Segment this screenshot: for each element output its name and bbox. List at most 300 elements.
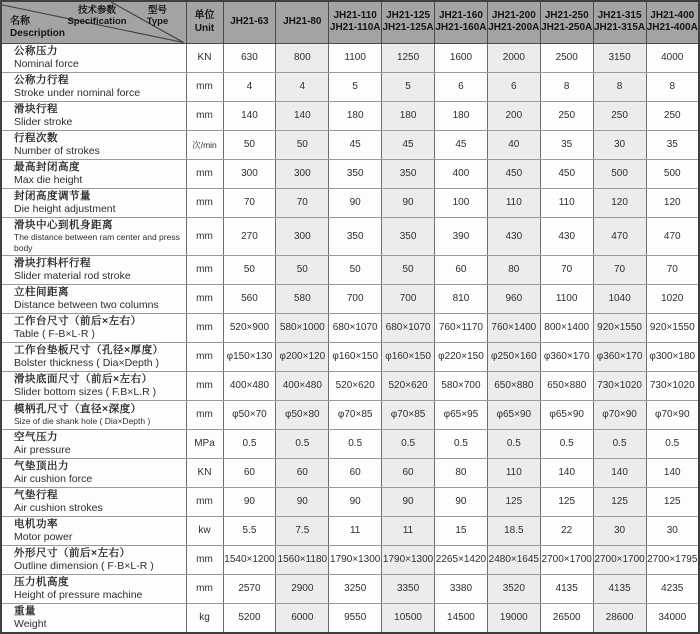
spec-row — [1, 458, 699, 487]
row-label-zh: 行程次数 — [14, 131, 58, 144]
value-cell: 2570 — [223, 574, 276, 603]
value-cell: 400×480 — [223, 371, 276, 400]
value-cell: 80 — [435, 458, 488, 487]
model-name: JH21-400 — [650, 10, 695, 22]
spec-row — [1, 603, 699, 633]
spec-row — [1, 313, 699, 342]
value-cell: 15 — [435, 516, 488, 545]
value-cell: φ160×150 — [382, 342, 435, 371]
value-cell: φ220×150 — [435, 342, 488, 371]
row-label-cell — [1, 371, 186, 400]
value-cell: 800×1400 — [540, 313, 593, 342]
row-label-cell — [1, 284, 186, 313]
unit-cell: 次/min — [186, 130, 223, 159]
value-cell: 3350 — [382, 574, 435, 603]
unit-cell: mm — [186, 159, 223, 188]
value-cell: 125 — [487, 487, 540, 516]
value-cell: 26500 — [540, 603, 593, 633]
value-cell: 520×900 — [223, 313, 276, 342]
model-header-cell — [382, 1, 435, 43]
spec-row — [1, 516, 699, 545]
row-label-en: Air cushion force — [14, 472, 93, 485]
value-cell: 920×1550 — [646, 313, 699, 342]
value-cell: 920×1550 — [593, 313, 646, 342]
value-cell: 35 — [540, 130, 593, 159]
row-label-cell — [1, 313, 186, 342]
value-cell: 3150 — [593, 43, 646, 72]
row-label-en: Outline dimension ( F·B×L-R ) — [14, 559, 154, 572]
type-label-en: Type — [146, 16, 169, 27]
row-label-en: Table ( F-B×L·R ) — [14, 327, 95, 340]
value-cell: φ250×160 — [487, 342, 540, 371]
value-cell: φ70×85 — [329, 400, 382, 429]
value-cell: 180 — [329, 101, 382, 130]
value-cell: 50 — [223, 255, 276, 284]
value-cell: 60 — [223, 458, 276, 487]
value-cell: 70 — [223, 188, 276, 217]
row-label-zh: 重量 — [14, 604, 36, 617]
value-cell: 5.5 — [223, 516, 276, 545]
unit-cell: mm — [186, 255, 223, 284]
value-cell: 60 — [329, 458, 382, 487]
unit-cell: mm — [186, 371, 223, 400]
value-cell: 4235 — [646, 574, 699, 603]
value-cell: 0.5 — [435, 429, 488, 458]
value-cell: 0.5 — [593, 429, 646, 458]
row-label-en: Height of pressure machine — [14, 588, 143, 601]
value-cell: 4135 — [593, 574, 646, 603]
value-cell: 100 — [435, 188, 488, 217]
value-cell: 140 — [276, 101, 329, 130]
value-cell: 0.5 — [329, 429, 382, 458]
value-cell: 3380 — [435, 574, 488, 603]
value-cell: 430 — [540, 217, 593, 255]
value-cell: 700 — [382, 284, 435, 313]
value-cell: 800 — [276, 43, 329, 72]
value-cell: 9550 — [329, 603, 382, 633]
spec-row — [1, 545, 699, 574]
model-name: JH21-315A — [593, 22, 646, 34]
row-label-en: The distance between ram center and press body — [14, 231, 180, 253]
row-label-en: Slider stroke — [14, 115, 73, 128]
value-cell: φ50×80 — [276, 400, 329, 429]
row-label-en: Number of strokes — [14, 144, 100, 157]
value-cell: 70 — [276, 188, 329, 217]
value-cell: 390 — [435, 217, 488, 255]
value-cell: 19000 — [487, 603, 540, 633]
spec-label-zh: 技术参数 — [77, 5, 116, 16]
value-cell: φ360×170 — [593, 342, 646, 371]
value-cell: 110 — [540, 188, 593, 217]
value-cell: 1540×1200 — [223, 545, 276, 574]
spec-row — [1, 217, 699, 255]
row-label-zh: 立柱间距离 — [14, 285, 69, 298]
spec-row — [1, 101, 699, 130]
value-cell: 140 — [223, 101, 276, 130]
row-label-zh: 封闭高度调节量 — [14, 189, 91, 202]
spec-row — [1, 255, 699, 284]
value-cell: 500 — [593, 159, 646, 188]
row-label-zh: 滑块底面尺寸（前后×左右） — [14, 372, 153, 385]
row-label-en: Die height adjustment — [14, 202, 116, 215]
desc-label-zh: 名称 — [10, 15, 30, 27]
row-label-zh: 滑块中心到机身距离 — [14, 218, 113, 231]
row-label-en: Motor power — [14, 530, 73, 543]
value-cell: 80 — [487, 255, 540, 284]
value-cell: 6000 — [276, 603, 329, 633]
value-cell: 90 — [276, 487, 329, 516]
value-cell: 30 — [593, 130, 646, 159]
value-cell: 40 — [487, 130, 540, 159]
row-label-cell — [1, 342, 186, 371]
value-cell: 700 — [329, 284, 382, 313]
value-cell: 680×1070 — [329, 313, 382, 342]
model-name: JH21-160 — [438, 10, 483, 22]
value-cell: 250 — [646, 101, 699, 130]
value-cell: 580×1000 — [276, 313, 329, 342]
value-cell: 125 — [540, 487, 593, 516]
value-cell: 0.5 — [646, 429, 699, 458]
value-cell: 90 — [382, 487, 435, 516]
value-cell: 470 — [646, 217, 699, 255]
unit-cell: KN — [186, 43, 223, 72]
row-label-cell — [1, 429, 186, 458]
value-cell: 730×1020 — [593, 371, 646, 400]
value-cell: 1790×1300 — [382, 545, 435, 574]
value-cell: 70 — [540, 255, 593, 284]
value-cell: 30 — [593, 516, 646, 545]
value-cell: 60 — [276, 458, 329, 487]
row-label-cell — [1, 458, 186, 487]
value-cell: 90 — [223, 487, 276, 516]
spec-row — [1, 429, 699, 458]
value-cell: 2000 — [487, 43, 540, 72]
row-label-zh: 模柄孔尺寸（直径×深度） — [14, 402, 142, 415]
row-label-cell — [1, 188, 186, 217]
unit-cell: mm — [186, 574, 223, 603]
value-cell: 470 — [593, 217, 646, 255]
value-cell: φ150×130 — [223, 342, 276, 371]
value-cell: 1100 — [329, 43, 382, 72]
value-cell: 270 — [223, 217, 276, 255]
value-cell: 10500 — [382, 603, 435, 633]
unit-cell: mm — [186, 487, 223, 516]
row-label-zh: 外形尺寸（前后×左右） — [14, 546, 131, 559]
value-cell: 11 — [382, 516, 435, 545]
value-cell: 120 — [593, 188, 646, 217]
value-cell: 4135 — [540, 574, 593, 603]
value-cell: 560 — [223, 284, 276, 313]
value-cell: 300 — [276, 159, 329, 188]
row-label-zh: 气垫顶出力 — [14, 459, 69, 472]
model-header-cell — [435, 1, 488, 43]
value-cell: 400×480 — [276, 371, 329, 400]
model-header-cell — [487, 1, 540, 43]
value-cell: 2700×1700 — [540, 545, 593, 574]
value-cell: 500 — [646, 159, 699, 188]
value-cell: φ70×90 — [593, 400, 646, 429]
value-cell: 580 — [276, 284, 329, 313]
value-cell: 1100 — [540, 284, 593, 313]
value-cell: 90 — [382, 188, 435, 217]
value-cell: 960 — [487, 284, 540, 313]
unit-cell: mm — [186, 217, 223, 255]
unit-header-en: Unit — [194, 23, 215, 35]
value-cell: 50 — [223, 130, 276, 159]
value-cell: 50 — [382, 255, 435, 284]
value-cell: 1600 — [435, 43, 488, 72]
value-cell: 6 — [435, 72, 488, 101]
value-cell: 760×1170 — [435, 313, 488, 342]
row-label-en: Size of die shank hole ( Dia×Depth ) — [14, 415, 151, 426]
row-label-zh: 公称力行程 — [14, 73, 69, 86]
value-cell: 5200 — [223, 603, 276, 633]
value-cell: 50 — [329, 255, 382, 284]
value-cell: φ200×120 — [276, 342, 329, 371]
value-cell: 4 — [223, 72, 276, 101]
value-cell: 8 — [540, 72, 593, 101]
value-cell: φ70×85 — [382, 400, 435, 429]
spec-row — [1, 342, 699, 371]
model-name: JH21-250 — [544, 10, 589, 22]
model-header-cell — [223, 1, 276, 43]
value-cell: 2500 — [540, 43, 593, 72]
unit-cell: mm — [186, 284, 223, 313]
value-cell: 1250 — [382, 43, 435, 72]
value-cell: 45 — [435, 130, 488, 159]
row-label-zh: 公称压力 — [14, 44, 58, 57]
row-label-zh: 气垫行程 — [14, 488, 58, 501]
spec-row — [1, 371, 699, 400]
value-cell: φ300×180 — [646, 342, 699, 371]
spec-row — [1, 188, 699, 217]
value-cell: 30 — [646, 516, 699, 545]
value-cell: 70 — [646, 255, 699, 284]
value-cell: 110 — [487, 458, 540, 487]
row-label-cell — [1, 217, 186, 255]
value-cell: 1560×1180 — [276, 545, 329, 574]
unit-cell: mm — [186, 72, 223, 101]
value-cell: 180 — [382, 101, 435, 130]
value-cell: 50 — [276, 130, 329, 159]
row-label-en: Air pressure — [14, 443, 71, 456]
value-cell: 7.5 — [276, 516, 329, 545]
value-cell: 125 — [593, 487, 646, 516]
unit-cell: kw — [186, 516, 223, 545]
value-cell: 760×1400 — [487, 313, 540, 342]
value-cell: 14500 — [435, 603, 488, 633]
row-label-cell — [1, 574, 186, 603]
value-cell: 0.5 — [540, 429, 593, 458]
value-cell: 11 — [329, 516, 382, 545]
value-cell: 810 — [435, 284, 488, 313]
row-label-en: Bolster thickness ( Dia×Depth ) — [14, 356, 160, 369]
value-cell: 1790×1300 — [329, 545, 382, 574]
value-cell: 350 — [382, 217, 435, 255]
value-cell: 730×1020 — [646, 371, 699, 400]
corner-desc-label — [10, 16, 65, 40]
spec-row — [1, 159, 699, 188]
row-label-zh: 电机功率 — [14, 517, 58, 530]
value-cell: 5 — [382, 72, 435, 101]
value-cell: 60 — [382, 458, 435, 487]
row-label-zh: 滑块打料杆行程 — [14, 256, 91, 269]
unit-cell: mm — [186, 400, 223, 429]
row-label-en: Nominal force — [14, 57, 79, 70]
value-cell: 5 — [329, 72, 382, 101]
row-label-en: Weight — [14, 617, 47, 630]
value-cell: 22 — [540, 516, 593, 545]
value-cell: 520×620 — [329, 371, 382, 400]
value-cell: 8 — [593, 72, 646, 101]
spec-label-en: Specification — [67, 16, 127, 27]
value-cell: 90 — [329, 487, 382, 516]
model-name: JH21-160A — [435, 22, 487, 34]
row-label-zh: 压力机高度 — [14, 575, 69, 588]
value-cell: φ70×90 — [646, 400, 699, 429]
unit-cell: kg — [186, 603, 223, 633]
value-cell: 180 — [435, 101, 488, 130]
row-label-cell — [1, 255, 186, 284]
unit-cell: mm — [186, 188, 223, 217]
spec-row — [1, 130, 699, 159]
model-name: JH21-200 — [491, 10, 536, 22]
value-cell: φ50×70 — [223, 400, 276, 429]
model-header-cell — [276, 1, 329, 43]
value-cell: 450 — [487, 159, 540, 188]
unit-header-cell — [186, 1, 223, 43]
unit-cell: mm — [186, 342, 223, 371]
value-cell: 50 — [276, 255, 329, 284]
model-header-cell — [540, 1, 593, 43]
model-header-cell — [329, 1, 382, 43]
value-cell: 350 — [329, 217, 382, 255]
row-label-cell — [1, 159, 186, 188]
value-cell: 4 — [276, 72, 329, 101]
model-name: JH21-110 — [333, 10, 377, 22]
value-cell: 6 — [487, 72, 540, 101]
row-label-en: Stroke under nominal force — [14, 86, 141, 99]
value-cell: 650×880 — [540, 371, 593, 400]
value-cell: 110 — [487, 188, 540, 217]
value-cell: 45 — [382, 130, 435, 159]
value-cell: 34000 — [646, 603, 699, 633]
value-cell: 0.5 — [487, 429, 540, 458]
value-cell: 70 — [593, 255, 646, 284]
model-header-cell — [593, 1, 646, 43]
row-label-zh: 工作台尺寸（前后×左右） — [14, 314, 142, 327]
value-cell: 200 — [487, 101, 540, 130]
value-cell: 0.5 — [382, 429, 435, 458]
model-name: JH21-80 — [283, 16, 322, 28]
row-label-zh: 空气压力 — [14, 430, 58, 443]
row-label-en: Air cushion strokes — [14, 501, 103, 514]
value-cell: φ360×170 — [540, 342, 593, 371]
row-label-en: Max die height — [14, 173, 83, 186]
value-cell: 125 — [646, 487, 699, 516]
value-cell: 28600 — [593, 603, 646, 633]
value-cell: 520×620 — [382, 371, 435, 400]
row-label-cell — [1, 101, 186, 130]
value-cell: 2900 — [276, 574, 329, 603]
corner-cell — [1, 1, 186, 43]
value-cell: 2480×1645 — [487, 545, 540, 574]
value-cell: 430 — [487, 217, 540, 255]
value-cell: φ65×90 — [540, 400, 593, 429]
model-name: JH21-315 — [597, 10, 642, 22]
spec-row — [1, 72, 699, 101]
model-name: JH21-125 — [386, 10, 431, 22]
unit-header-zh: 单位 — [194, 10, 215, 22]
unit-cell: mm — [186, 545, 223, 574]
value-cell: 90 — [435, 487, 488, 516]
value-cell: 90 — [329, 188, 382, 217]
value-cell: 45 — [329, 130, 382, 159]
value-cell: 450 — [540, 159, 593, 188]
unit-cell: MPa — [186, 429, 223, 458]
value-cell: 400 — [435, 159, 488, 188]
row-label-cell — [1, 603, 186, 633]
row-label-cell — [1, 545, 186, 574]
row-label-cell — [1, 72, 186, 101]
type-label-zh: 型号 — [147, 5, 167, 16]
value-cell: 350 — [382, 159, 435, 188]
unit-cell: KN — [186, 458, 223, 487]
row-label-cell — [1, 130, 186, 159]
spec-row — [1, 574, 699, 603]
value-cell: 8 — [646, 72, 699, 101]
model-name: JH21-250A — [541, 22, 593, 34]
value-cell: 2700×1700 — [593, 545, 646, 574]
value-cell: 630 — [223, 43, 276, 72]
value-cell: 350 — [329, 159, 382, 188]
model-name: JH21-200A — [488, 22, 540, 34]
value-cell: φ65×90 — [487, 400, 540, 429]
value-cell: 0.5 — [223, 429, 276, 458]
value-cell: 120 — [646, 188, 699, 217]
value-cell: 140 — [646, 458, 699, 487]
row-label-cell — [1, 43, 186, 72]
value-cell: 250 — [540, 101, 593, 130]
value-cell: 680×1070 — [382, 313, 435, 342]
value-cell: 60 — [435, 255, 488, 284]
value-cell: 3520 — [487, 574, 540, 603]
spec-row — [1, 400, 699, 429]
model-name: JH21-400A — [646, 22, 698, 34]
model-header-cell — [646, 1, 699, 43]
model-name: JH21-125A — [382, 22, 434, 34]
value-cell: 650×880 — [487, 371, 540, 400]
row-label-zh: 工作台垫板尺寸（孔径×厚度） — [14, 343, 164, 356]
value-cell: 580×700 — [435, 371, 488, 400]
spec-row — [1, 487, 699, 516]
spec-row — [1, 43, 699, 72]
value-cell: 140 — [593, 458, 646, 487]
row-label-zh: 最高封闭高度 — [14, 160, 80, 173]
model-name: JH21-63 — [230, 16, 269, 28]
value-cell: 250 — [593, 101, 646, 130]
value-cell: 300 — [276, 217, 329, 255]
value-cell: 140 — [540, 458, 593, 487]
row-label-cell — [1, 487, 186, 516]
value-cell: 1040 — [593, 284, 646, 313]
value-cell: φ65×95 — [435, 400, 488, 429]
corner-type-label — [136, 5, 180, 27]
header-row — [1, 1, 699, 43]
value-cell: 1020 — [646, 284, 699, 313]
value-cell: 35 — [646, 130, 699, 159]
value-cell: 4000 — [646, 43, 699, 72]
